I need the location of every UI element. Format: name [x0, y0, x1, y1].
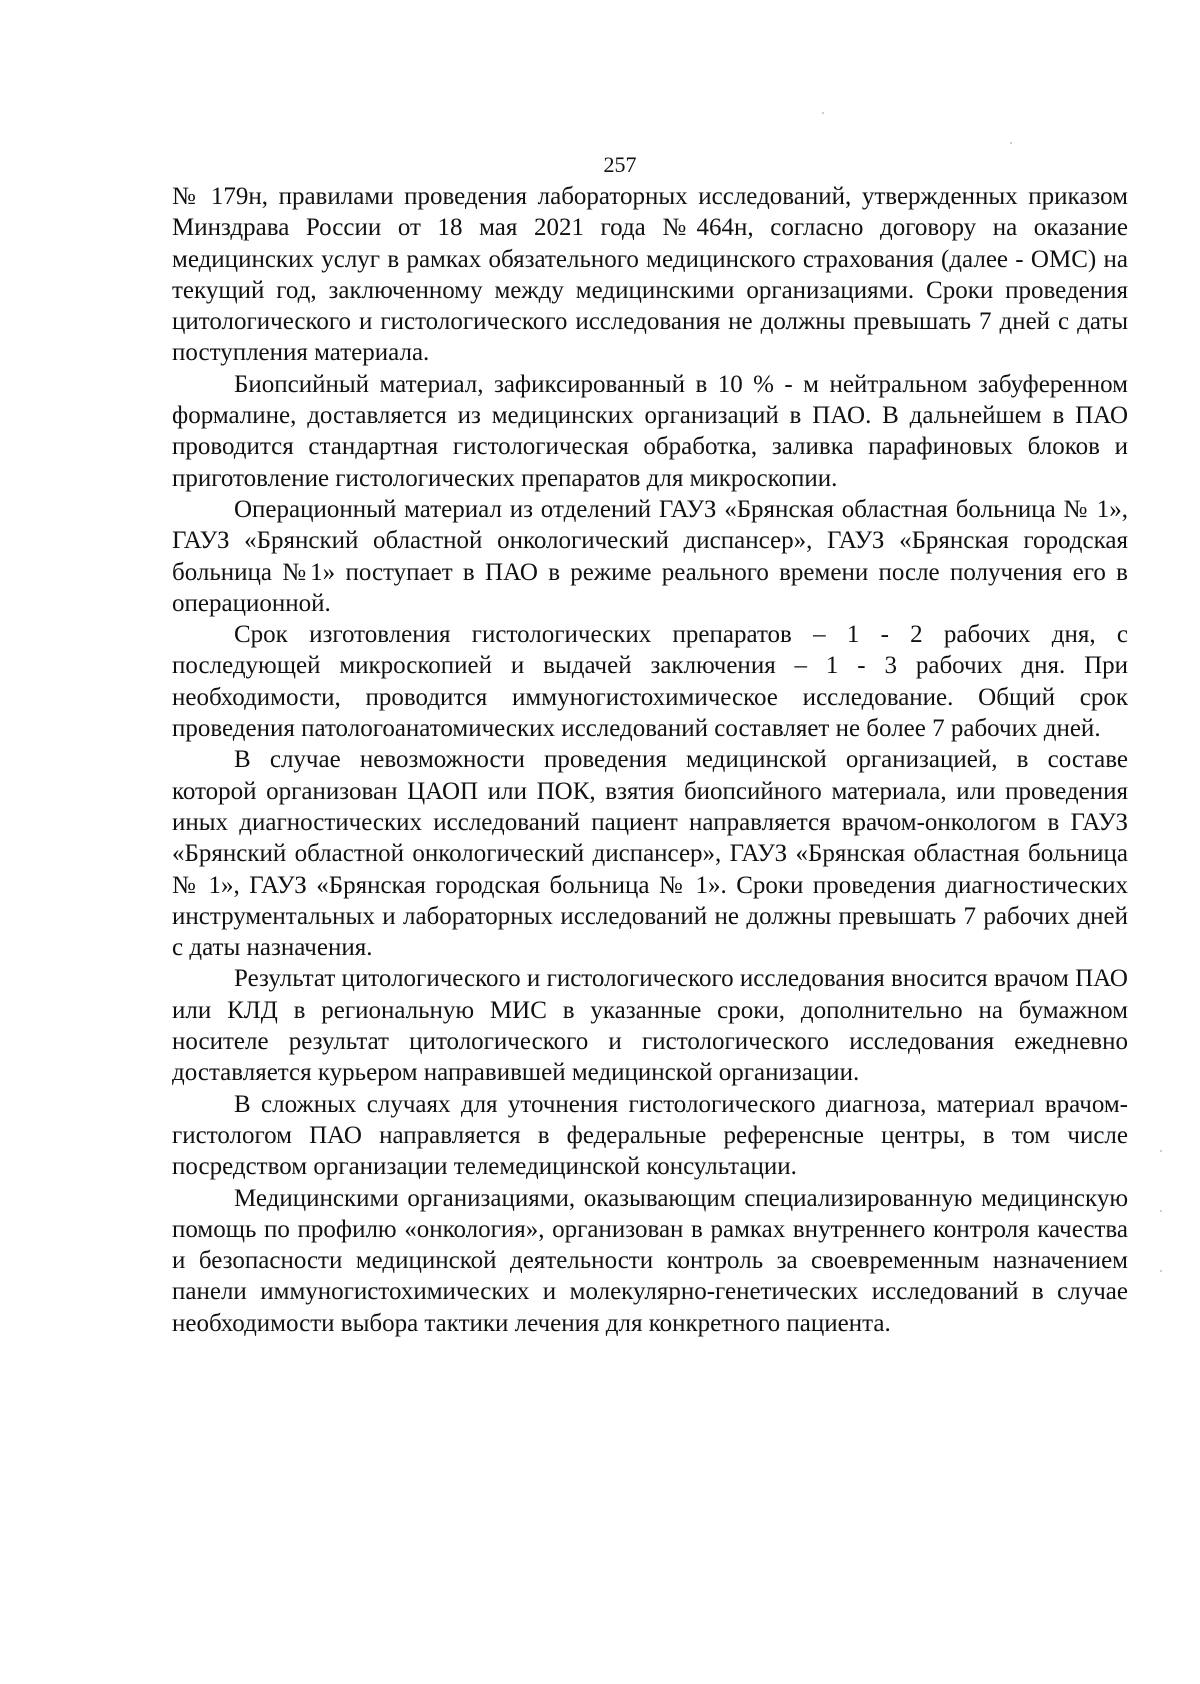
paragraph-2: Биопсийный материал, зафиксированный в 10 % - м нейтральном забуференном формалине, доставляется из медицинских организаций в ПАО. В дальнейшем в ПАО проводится стандартная гистологическая обработка, заливка парафиновых блоков и приготовление гистологических препаратов для микроскопии. — [172, 370, 1128, 492]
page-number: 257 — [603, 152, 637, 177]
paragraph-5: В случае невозможности проведения медицинской организацией, в составе которой организован ЦАОП или ПОК, взятия биопсийного материала, или проведения иных диагностических исследований пациент направляется врачом-онкологом в ГАУЗ «Брянский областной онкологический диспансер», ГАУЗ «Брянская областная больница № 1», ГАУЗ «Брянская городская больница № 1». Сроки проведения диагностических инструментальных и лабораторных исследований не должны превышать 7 рабочих дней с даты назначения. — [172, 746, 1128, 962]
paragraph-7: В сложных случаях для уточнения гистологического диагноза, материал врачом-гистологом ПАО направляется в федеральные референсные центры, в том числе посредством организации телемедицинской консультации. — [172, 1090, 1128, 1181]
paragraph-6: Результат цитологического и гистологического исследования вносится врачом ПАО или КЛД в региональную МИС в указанные сроки, дополнительно на бумажном носителе результат цитологического и гистологического исследования ежедневно доставляется курьером направившей медицинской организации. — [172, 965, 1128, 1087]
scan-speck — [1160, 1270, 1162, 1272]
paragraph-3: Операционный материал из отделений ГАУЗ «Брянская областная больница № 1», ГАУЗ «Брянский областной онкологический диспансер», ГАУЗ «Брянская городская больница №1» поступает в ПАО в режиме реального времени после получения его в операционной. — [172, 495, 1128, 617]
scan-speck — [1010, 142, 1012, 144]
paragraph-4: Срок изготовления гистологических препаратов – 1 - 2 рабочих дня, с последующей микроскопией и выдачей заключения – 1 - 3 рабочих дня. При необходимости, проводится иммуногистохимическое исследование. Общий срок проведения патологоанатомических исследований составляет не более 7 рабочих дней. — [172, 621, 1128, 743]
paragraph-1: № 179н, правилами проведения лабораторных исследований, утвержденных приказом Минздрава России от 18 мая 2021 года №464н, согласно договору на оказание медицинских услуг в рамках обязательного медицинского страхования (далее - ОМС) на текущий год, заключенному между медицинскими организациями. Сроки проведения цитологического и гистологического исследования не должны превышать 7 дней с даты поступления материала. — [172, 183, 1128, 367]
document-body — [172, 181, 1128, 1339]
scan-speck — [1160, 1150, 1162, 1152]
scan-speck — [822, 112, 824, 114]
scan-speck — [1160, 1210, 1162, 1212]
paragraph-8: Медицинскими организациями, оказывающим специализированную медицинскую помощь по профилю «онкология», организован в рамках внутреннего контроля качества и безопасности медицинской деятельности контроль за своевременным назначением панели иммуногистохимических и молекулярно-генетических исследований в случае необходимости выбора тактики лечения для конкретного пациента. — [172, 1184, 1128, 1337]
